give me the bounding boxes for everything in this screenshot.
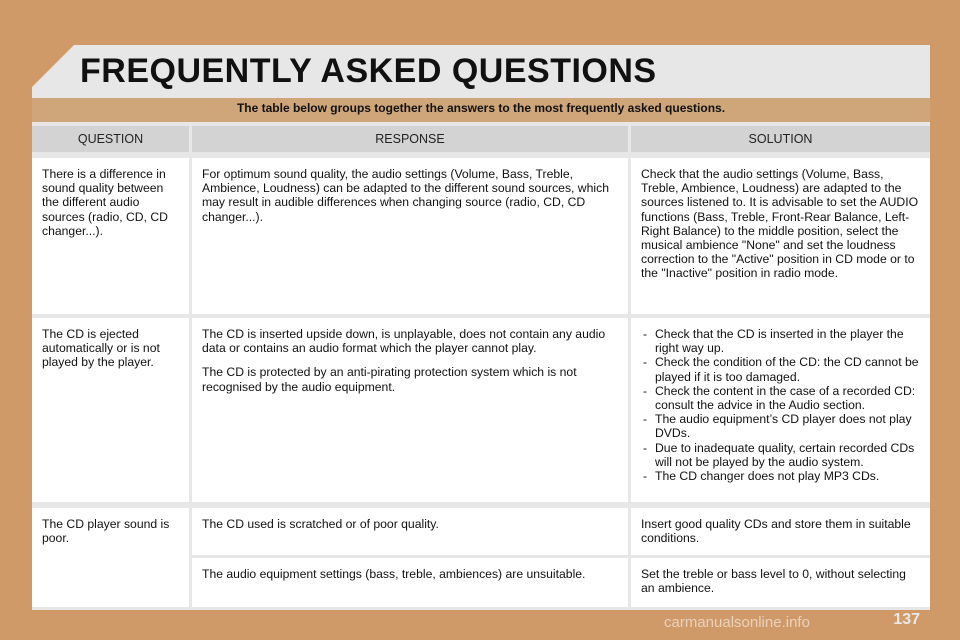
intro-text: The table below groups together the answers to the most frequently asked questions. <box>236 101 726 115</box>
row-3b-solution-text: Set the treble or bass level to 0, without selecting an ambience. <box>641 567 906 596</box>
row-2-response-text-1: The CD is inserted upside down, is unplayable, does not contain any audio data or contains an audio format which the player cannot play. <box>202 327 606 356</box>
row-2-question <box>32 318 189 502</box>
row-1-response-text: For optimum sound quality, the audio settings (Volume, Bass, Treble, Ambience, Loudness) can be adapted to the different sound sources, which may result in audible differences when changing source (radio, CD, CD changer...). <box>202 167 609 224</box>
row-3a-solution <box>631 508 930 555</box>
header-question: QUESTION <box>32 126 189 152</box>
row-3a-solution-text: Insert good quality CDs and store them in suitable conditions. <box>641 517 911 546</box>
row-1-solution-text: Check that the audio settings (Volume, Bass, Treble, Ambience, Loudness) are adapted to the sources listened to. It is advisable to set the AUDIO functions (Bass, Treble, Front-Rear Balance, Left-Right Balance) to the middle position, select the musical ambience "None" and set the loudness correction to the "Active" position in CD mode or to the "Inactive" position in radio mode. <box>641 167 919 281</box>
header-solution: SOLUTION <box>631 126 930 152</box>
row-1-question-text: There is a difference in sound quality between the different audio sources (radio, CD, CD changer...). <box>42 167 168 238</box>
list-item: - Check that the CD is inserted in the player the right way up. <box>641 327 920 355</box>
row-3b-response <box>192 558 628 607</box>
row-2-question-text: The CD is ejected automatically or is not played by the player. <box>42 327 160 370</box>
row-3b-response-text: The audio equipment settings (bass, treble, ambiences) are unsuitable. <box>202 567 586 581</box>
row-2-response-text-2: The CD is protected by an anti-pirating protection system which is not recognised by the audio equipment. <box>202 365 577 394</box>
row-2-response <box>192 318 628 502</box>
list-item: - Check the content in the case of a recorded CD: consult the advice in the Audio section. <box>641 384 920 412</box>
list-item: - Due to inadequate quality, certain recorded CDs will not be played by the audio system. <box>641 441 920 469</box>
row-2-solution-list <box>641 327 920 483</box>
row-3a-response <box>192 508 628 555</box>
row-1-question <box>32 158 189 314</box>
row-3a-response-text: The CD used is scratched or of poor quality. <box>202 517 439 531</box>
page-number: 137 <box>893 611 920 628</box>
row-1-solution <box>631 158 930 314</box>
row-1-response <box>192 158 628 314</box>
row-2-solution <box>631 318 930 502</box>
page-title: FREQUENTLY ASKED QUESTIONS <box>80 52 657 90</box>
list-item: - Check the condition of the CD: the CD cannot be played if it is too damaged. <box>641 355 920 383</box>
list-item: - The CD changer does not play MP3 CDs. <box>641 469 920 483</box>
row-3b-solution <box>631 558 930 607</box>
row-3-question <box>32 508 189 607</box>
header-response: RESPONSE <box>192 126 628 152</box>
list-item: - The audio equipment’s CD player does not play DVDs. <box>641 412 920 440</box>
row-3-question-text: The CD player sound is poor. <box>42 517 170 546</box>
watermark: carmanualsonline.info <box>664 614 810 631</box>
